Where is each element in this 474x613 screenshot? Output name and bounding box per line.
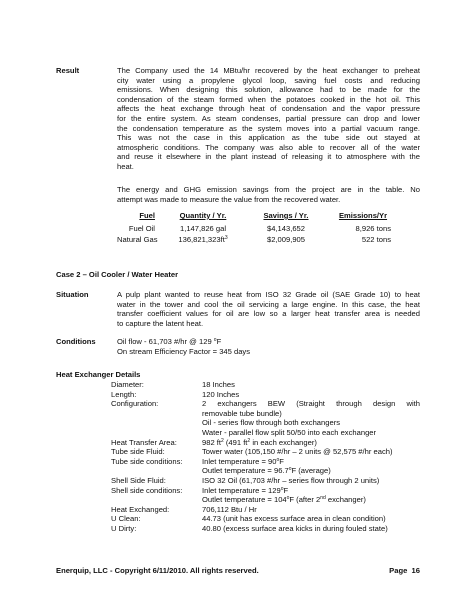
- hx-label: Shell side conditions:: [111, 485, 183, 495]
- table-header-fuel: Fuel: [139, 211, 155, 220]
- hx-label: Tube side conditions:: [111, 456, 183, 466]
- conditions-label: Conditions: [56, 337, 96, 346]
- hx-label: U Clean:: [111, 514, 141, 524]
- ordinal-superscript: nd: [320, 495, 326, 502]
- quantity-value: 136,821,323ft: [178, 235, 225, 244]
- hx-value: 44.73 (unit has excess surface area in clean condition): [202, 514, 386, 524]
- area-text: (491 ft: [223, 437, 248, 447]
- degree-superscript: o: [286, 495, 290, 502]
- table-cell-emissions: 8,926 tons: [355, 224, 391, 233]
- hx-value: [202, 495, 366, 505]
- hx-value: 18 Inches: [202, 380, 235, 389]
- degree-superscript: o: [213, 337, 217, 343]
- hx-value: ISO 32 Oil (61,703 #/hr – series flow through 2 units): [202, 476, 380, 485]
- paragraph-line: city water using a propylene glycol loop, saving fuel costs and reducing: [117, 75, 420, 85]
- hx-label: Length:: [111, 389, 137, 399]
- situation-paragraph: [117, 290, 420, 328]
- paragraph-line: The Company used the 14 MBtu/hr recovered by the heat exchanger to preheat: [117, 66, 420, 75]
- table-cell-quantity: 1,147,826 gal: [179, 224, 227, 233]
- table-cell-savings: $2,009,905: [266, 235, 305, 244]
- footer-page-number: Page 16: [389, 566, 420, 575]
- conditions-oil-flow: [117, 337, 420, 347]
- footer-copyright: Enerquip, LLC - Copyright 6/11/2010. All rights reserved.: [56, 566, 259, 575]
- hx-label: Heat Exchanged:: [111, 504, 170, 514]
- paragraph-line: and reuse it elsewhere in the plant instead of releasing it to atmosphere with the: [117, 152, 420, 162]
- table-header-quantity: Quantity / Yr.: [179, 211, 227, 220]
- table-cell-fuel: Fuel Oil: [128, 224, 155, 233]
- result-paragraph-2: [117, 185, 420, 204]
- hx-details-heading: Heat Exchanger Details: [56, 370, 141, 379]
- degree-superscript: o: [288, 466, 292, 473]
- hx-value: removable tube bundle): [202, 408, 282, 418]
- hx-label: U Dirty:: [111, 524, 137, 533]
- table-header-emissions: Emissions/Yr: [338, 211, 388, 220]
- table-cell-savings: $4,143,652: [266, 224, 305, 233]
- temp-text: Outlet temperature = 104: [202, 495, 287, 505]
- hx-value: 40.80 (excess surface area kicks in during fouled state): [202, 524, 388, 533]
- paragraph-line: for the entire system. As steam condenses, partial pressure can drop and lower: [117, 113, 420, 123]
- case2-heading: Case 2 – Oil Cooler / Water Heater: [56, 270, 179, 279]
- temp-text: exchanger): [325, 495, 366, 505]
- paragraph-line: heat.: [117, 161, 134, 171]
- unit-text: F: [216, 337, 222, 346]
- paragraph-line: to capture the latent heat.: [117, 318, 204, 328]
- paragraph-line: This was not the case in this application as the tube side out stayed at: [117, 133, 420, 143]
- temp-text: Outlet temperature = 96.7: [202, 466, 289, 476]
- hx-value: [202, 466, 331, 476]
- paragraph-line: emissions. When designing this solution, allowance had to be made for the: [117, 85, 420, 95]
- hx-value: [202, 457, 284, 467]
- degree-superscript: o: [280, 485, 284, 492]
- temp-text: Inlet temperature = 90: [202, 456, 277, 466]
- table-header-savings: Savings / Yr.: [263, 211, 309, 220]
- paragraph-line: water in the tower and cool the oil servicing a large engine. In this case, the heat: [117, 299, 420, 309]
- table-cell-quantity: [157, 235, 249, 245]
- quantity-superscript: 3: [224, 235, 228, 241]
- degree-superscript: o: [276, 456, 280, 463]
- table-cell-emissions: 522 tons: [361, 235, 391, 244]
- hx-label: Configuration:: [111, 399, 159, 409]
- hx-label: Heat Transfer Area:: [111, 437, 177, 447]
- squared-superscript: 2: [221, 437, 224, 444]
- hx-details-list: [111, 380, 431, 550]
- result-paragraph: [117, 66, 420, 172]
- paragraph-line: the condensation temperature as the system moves into a partial vacuum range.: [117, 123, 420, 133]
- table-cell-fuel: Natural Gas: [117, 235, 158, 244]
- paragraph-line: A pulp plant wanted to reuse heat from ISO 32 Grade oil (SAE Grade 10) to heat: [117, 290, 420, 299]
- paragraph-line: The energy and GHG emission savings from the project are in the table. No: [117, 185, 420, 194]
- conditions-block: [117, 337, 420, 356]
- hx-label: Diameter:: [111, 380, 144, 389]
- conditions-efficiency: On stream Efficiency Factor = 345 days: [117, 346, 251, 356]
- temp-unit: F (average): [291, 466, 331, 476]
- temp-text: Inlet temperature = 129: [202, 485, 281, 495]
- paragraph-line: transfer coefficient values for oil are low so a larger heat transfer area is needed: [117, 309, 420, 319]
- table-row: [117, 224, 420, 234]
- temp-unit: F: [283, 485, 289, 495]
- temp-unit: F: [279, 456, 284, 466]
- hx-value: 120 Inches: [202, 389, 240, 399]
- hx-value: [202, 438, 317, 448]
- hx-value: 2 exchangers BEW (Straight through design with: [202, 399, 420, 409]
- area-text: in each exchanger): [250, 437, 317, 447]
- temp-unit: F (after 2: [289, 495, 321, 505]
- hx-label: Shell Side Fluid:: [111, 476, 166, 485]
- hx-value: Tower water (105,150 #/hr – 2 units @ 52,575 #/hr each): [202, 447, 393, 457]
- hx-value: Oil - series flow through both exchangers: [202, 418, 341, 428]
- paragraph-line: atmospheric conditions. The company was also able to recover all of the water: [117, 142, 420, 152]
- situation-label: Situation: [56, 290, 89, 299]
- paragraph-line: condensation of the steam formed when the potatoes cooked in the hot oil. This: [117, 94, 420, 104]
- table-header-row: [117, 211, 420, 221]
- hx-value: Water - parallel flow split 50/50 into each exchanger: [202, 428, 377, 437]
- paragraph-line: attempt was made to measure the value from the recovered water.: [117, 194, 341, 204]
- hx-value: [202, 486, 288, 496]
- result-label: Result: [56, 66, 80, 75]
- squared-superscript: 2: [247, 437, 251, 444]
- oil-flow-text: Oil flow - 61,703 #/hr @ 129: [117, 337, 214, 346]
- hx-label: Tube side Fluid:: [111, 447, 165, 457]
- area-text: 982 ft: [202, 437, 221, 447]
- hx-value: 706,112 Btu / Hr: [202, 504, 257, 514]
- paragraph-line: affects the heat exchange through heat of condensation and the vapor pressure: [117, 104, 420, 114]
- table-row: [117, 235, 420, 245]
- savings-table: [117, 211, 420, 251]
